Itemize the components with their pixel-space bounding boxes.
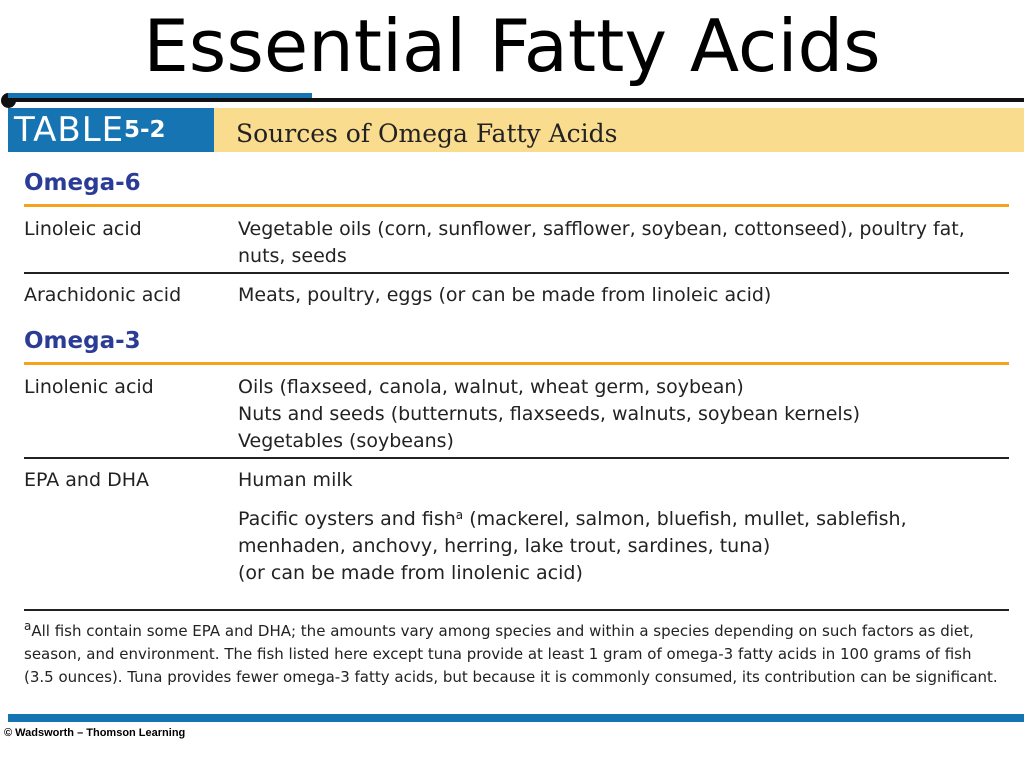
- table-label-word: TABLE: [14, 110, 125, 150]
- source-line: [238, 506, 1010, 533]
- row-name-linoleic: Linoleic acid: [24, 218, 142, 240]
- section-heading-omega-6: Omega-6: [24, 170, 141, 196]
- footnote-text: All fish contain some EPA and DHA; the amounts vary among species and within a species depending on such factors as diet,: [31, 622, 974, 640]
- table-title: Sources of Omega Fatty Acids: [236, 119, 618, 148]
- row-name-epa-dha: EPA and DHA: [24, 469, 149, 491]
- source-text: (mackerel, salmon, bluefish, mullet, sablefish,: [469, 508, 907, 530]
- row-sources-epa-dha-fish: [238, 506, 1010, 587]
- source-text: Pacific oysters and fish: [238, 508, 456, 530]
- row-sources-epa-dha-milk: [238, 467, 1010, 494]
- source-line: Oils (flaxseed, canola, walnut, wheat germ, soybean): [238, 376, 744, 398]
- table-bottom-rule: [24, 609, 1009, 611]
- table-label-number: 5-2: [124, 117, 166, 143]
- row-sources-linoleic: [238, 216, 1010, 270]
- title-divider-line: [8, 98, 1024, 102]
- section-heading-omega-3: Omega-3: [24, 328, 141, 354]
- row-sources-arachidonic: [238, 282, 1010, 309]
- source-line: nuts, seeds: [238, 245, 347, 267]
- source-line: menhaden, anchovy, herring, lake trout, sardines, tuna): [238, 535, 771, 557]
- source-line: Nuts and seeds (butternuts, flaxseeds, walnuts, soybean kernels): [238, 403, 860, 425]
- source-line: Meats, poultry, eggs (or can be made from linoleic acid): [238, 284, 772, 306]
- bottom-accent-bar: [8, 714, 1024, 722]
- row-divider: [24, 272, 1009, 274]
- section-rule-omega-6: [24, 204, 1009, 207]
- row-sources-linolenic: [238, 374, 1010, 455]
- copyright-notice: © Wadsworth – Thomson Learning: [4, 727, 186, 739]
- source-line: Human milk: [238, 469, 353, 491]
- slide-title: Essential Fatty Acids: [143, 4, 881, 88]
- footnote-marker: a: [455, 508, 464, 522]
- source-line: (or can be made from linolenic acid): [238, 562, 583, 584]
- table-footnote: [24, 620, 1014, 689]
- source-line: Vegetable oils (corn, sunflower, safflower, soybean, cottonseed), poultry fat,: [238, 218, 965, 240]
- footnote-marker: a: [24, 619, 32, 633]
- row-name-arachidonic: Arachidonic acid: [24, 284, 182, 306]
- source-line: Vegetables (soybeans): [238, 430, 454, 452]
- footnote-line: season, and environment. The fish listed here except tuna provide at least 1 gram of omega-3 fatty acids in 100 grams of fish: [24, 645, 972, 663]
- section-rule-omega-3: [24, 362, 1009, 365]
- row-name-linolenic: Linolenic acid: [24, 376, 154, 398]
- footnote-line: (3.5 ounces). Tuna provides fewer omega-3 fatty acids, but because it is commonly consumed, its contribution can be significant.: [24, 668, 998, 686]
- row-divider: [24, 457, 1009, 459]
- footnote-line: [24, 620, 1014, 643]
